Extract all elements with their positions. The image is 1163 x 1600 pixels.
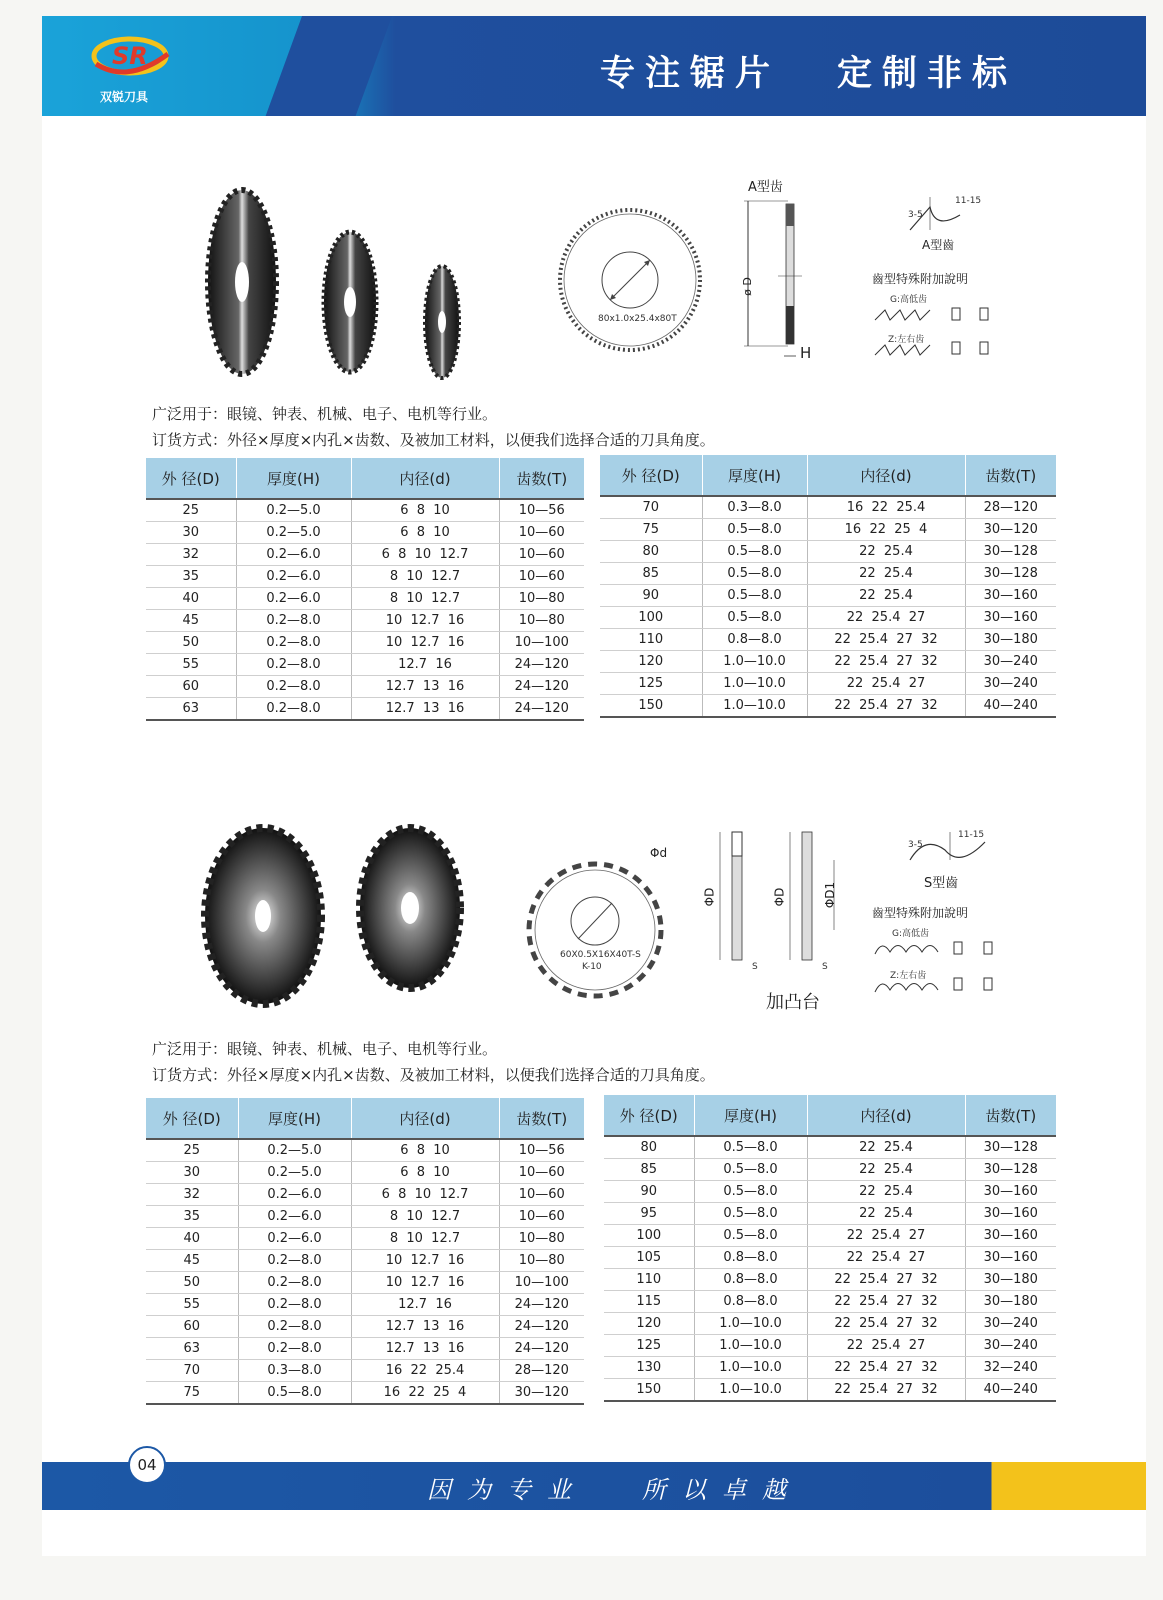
table-cell: 75 [600, 519, 702, 541]
table-cell: 10 12.7 16 [351, 1250, 499, 1272]
table-cell: 90 [604, 1181, 694, 1203]
table-cell: 0.2—5.0 [238, 1139, 351, 1162]
column-header: 厚度(H) [238, 1098, 351, 1139]
table-cell: 1.0—10.0 [694, 1379, 807, 1402]
dim-phi-d-label: Φd [650, 846, 668, 860]
table-cell: 30—128 [965, 563, 1056, 585]
g-label-a: G:高低齿 [890, 295, 928, 305]
table-cell: 32 [146, 544, 236, 566]
table-cell: 10 12.7 16 [351, 610, 499, 632]
order-text-2: 订货方式：外径×厚度×内孔×齿数、及被加工材料，以便我们选择合适的刀具角度。 [152, 1066, 715, 1084]
table-row [604, 1335, 1056, 1357]
table-cell: 0.5—8.0 [702, 541, 807, 563]
table-row [146, 1139, 584, 1162]
tooth-variants-s-icon [870, 934, 1010, 1000]
angle-a-label: 3-5 [908, 210, 923, 220]
dim-s-label-2: S [822, 962, 828, 972]
table-cell: 12.7 13 16 [351, 1338, 499, 1360]
table-cell: 22 25.4 27 32 [807, 1269, 965, 1291]
table-cell: 0.2—8.0 [238, 1294, 351, 1316]
table-cell: 35 [146, 1206, 238, 1228]
table-cell: 70 [600, 496, 702, 519]
column-header: 外 径(D) [600, 455, 702, 496]
angle-b-label: 11-15 [955, 196, 982, 206]
page-number: 04 [128, 1446, 166, 1484]
table-cell: 30—160 [965, 585, 1056, 607]
table-cell: 24—120 [499, 1294, 584, 1316]
table-row [604, 1247, 1056, 1269]
table-row [146, 499, 584, 522]
table-row [600, 695, 1056, 718]
order-text-1: 订货方式：外径×厚度×内孔×齿数、及被加工材料，以便我们选择合适的刀具角度。 [152, 431, 715, 449]
table-cell: 22 25.4 27 [807, 1225, 965, 1247]
tooth-note-s: 齒型特殊附加說明 [872, 906, 969, 920]
tooth-type-a: A型齒 [922, 238, 955, 252]
column-header: 齿数(T) [965, 1095, 1056, 1136]
table-cell: 22 25.4 27 [807, 1335, 965, 1357]
table-cell: 30—180 [965, 1291, 1056, 1313]
saw-blade-medium-icon [324, 232, 376, 372]
table-cell: 0.8—8.0 [694, 1291, 807, 1313]
angle-b-label-s: 11-15 [958, 830, 985, 840]
table-cell: 10—56 [499, 499, 584, 522]
table-cell: 0.2—5.0 [236, 499, 351, 522]
table-cell: 30—160 [965, 607, 1056, 629]
table-row [146, 1228, 584, 1250]
table-cell: 60 [146, 1316, 238, 1338]
table-cell: 70 [146, 1360, 238, 1382]
column-header: 外 径(D) [604, 1095, 694, 1136]
table-cell: 22 25.4 27 32 [807, 1313, 965, 1335]
table-cell: 50 [146, 632, 236, 654]
table-row [600, 607, 1056, 629]
table-cell: 10—60 [499, 566, 584, 588]
spec-table-1-left [146, 458, 584, 721]
table-cell: 30—120 [499, 1382, 584, 1405]
table-cell: 0.2—8.0 [236, 654, 351, 676]
table-cell: 120 [600, 651, 702, 673]
column-header: 外 径(D) [146, 458, 236, 499]
table-cell: 80 [604, 1136, 694, 1159]
dim-phi-D-label-2: ΦD [772, 887, 787, 907]
spec-table-2-right [604, 1095, 1056, 1402]
table-cell: 16 22 25.4 [807, 496, 965, 519]
table-cell: 0.5—8.0 [238, 1382, 351, 1405]
logo-letters: SR [112, 42, 148, 70]
table-cell: 6 8 10 [351, 499, 499, 522]
table-row [604, 1203, 1056, 1225]
tooth-variants-a-icon [870, 300, 1010, 362]
table-row [604, 1379, 1056, 1402]
table-cell: 6 8 10 [351, 522, 499, 544]
table-cell: 22 25.4 [807, 1181, 965, 1203]
table-cell: 40 [146, 1228, 238, 1250]
table-cell: 75 [146, 1382, 238, 1405]
angle-a-label-s: 3-5 [908, 840, 923, 850]
table-cell: 110 [604, 1269, 694, 1291]
table-cell: 0.2—6.0 [238, 1206, 351, 1228]
table-cell: 32 [146, 1184, 238, 1206]
table-row [600, 519, 1056, 541]
table-cell: 150 [600, 695, 702, 718]
table-cell: 0.2—6.0 [236, 544, 351, 566]
table-cell: 16 22 25 4 [351, 1382, 499, 1405]
table-cell: 12.7 13 16 [351, 698, 499, 721]
table-cell: 30 [146, 1162, 238, 1184]
table-cell: 0.5—8.0 [694, 1225, 807, 1247]
table-cell: 12.7 16 [351, 654, 499, 676]
table-cell: 12.7 13 16 [351, 1316, 499, 1338]
table-row [146, 566, 584, 588]
table-cell: 22 25.4 27 [807, 607, 965, 629]
table-cell: 0.2—8.0 [238, 1250, 351, 1272]
table-cell: 1.0—10.0 [694, 1357, 807, 1379]
table-cell: 95 [604, 1203, 694, 1225]
table-cell: 30—160 [965, 1247, 1056, 1269]
table-cell: 10—60 [499, 522, 584, 544]
table-cell: 22 25.4 27 32 [807, 651, 965, 673]
dim-h-label: H [800, 344, 812, 362]
table-row [146, 632, 584, 654]
column-header: 齿数(T) [965, 455, 1056, 496]
table-cell: 10—80 [499, 588, 584, 610]
table-row [146, 1360, 584, 1382]
table-row [146, 1162, 584, 1184]
table-cell: 0.5—8.0 [702, 585, 807, 607]
table-row [146, 610, 584, 632]
table-cell: 22 25.4 27 32 [807, 629, 965, 651]
table-cell: 22 25.4 [807, 541, 965, 563]
table-cell: 150 [604, 1379, 694, 1402]
saw-blade-s1-icon [205, 828, 321, 1004]
table-cell: 0.2—5.0 [238, 1162, 351, 1184]
table-cell: 105 [604, 1247, 694, 1269]
table-cell: 55 [146, 1294, 238, 1316]
table-cell: 0.2—8.0 [238, 1338, 351, 1360]
column-header: 厚度(H) [694, 1095, 807, 1136]
table-row [146, 544, 584, 566]
table-cell: 0.2—6.0 [238, 1228, 351, 1250]
table-cell: 22 25.4 [807, 1159, 965, 1181]
table-row [146, 1294, 584, 1316]
table-cell: 22 25.4 27 32 [807, 695, 965, 718]
table-cell: 115 [604, 1291, 694, 1313]
header-diagonal [258, 16, 395, 116]
table-cell: 125 [604, 1335, 694, 1357]
table-cell: 63 [146, 1338, 238, 1360]
table-cell: 0.2—8.0 [236, 632, 351, 654]
spec-table-1-right [600, 455, 1056, 718]
blade-a-title: A型齿 [748, 180, 783, 195]
table-cell: 30—240 [965, 651, 1056, 673]
table-row [604, 1313, 1056, 1335]
footer-slogan-left: 因为专业 [427, 1476, 587, 1504]
table-cell: 22 25.4 27 32 [807, 1379, 965, 1402]
table-cell: 0.5—8.0 [702, 563, 807, 585]
table-cell: 30—160 [965, 1203, 1056, 1225]
table-cell: 32—240 [965, 1357, 1056, 1379]
table-cell: 16 22 25 4 [807, 519, 965, 541]
table-cell: 0.2—8.0 [238, 1272, 351, 1294]
table-cell: 100 [600, 607, 702, 629]
table-cell: 8 10 12.7 [351, 1228, 499, 1250]
table-cell: 25 [146, 499, 236, 522]
table-row [600, 496, 1056, 519]
table-cell: 22 25.4 [807, 563, 965, 585]
table-row [604, 1225, 1056, 1247]
page-footer [42, 1462, 1146, 1510]
usage-text-2: 广泛用于：眼镜、钟表、机械、电子、电机等行业。 [152, 1040, 498, 1058]
table-cell: 30—160 [965, 1225, 1056, 1247]
table-cell: 30—180 [965, 1269, 1056, 1291]
dim-phi-D1-label: ΦD1 [823, 881, 838, 909]
table-cell: 60 [146, 676, 236, 698]
table-cell: 30—128 [965, 541, 1056, 563]
table-cell: 28—120 [499, 1360, 584, 1382]
table-cell: 10—60 [499, 1184, 584, 1206]
table-cell: 85 [604, 1159, 694, 1181]
column-header: 内径(d) [351, 1098, 499, 1139]
table-cell: 22 25.4 [807, 1136, 965, 1159]
table-cell: 30—240 [965, 1335, 1056, 1357]
table-cell: 10—100 [499, 632, 584, 654]
table-cell: 0.5—8.0 [694, 1159, 807, 1181]
usage-text-1: 广泛用于：眼镜、钟表、机械、电子、电机等行业。 [152, 405, 498, 423]
table-row [600, 585, 1056, 607]
table-cell: 28—120 [965, 496, 1056, 519]
table-cell: 8 10 12.7 [351, 1206, 499, 1228]
table-cell: 45 [146, 610, 236, 632]
table-cell: 0.5—8.0 [694, 1203, 807, 1225]
table-cell: 0.3—8.0 [238, 1360, 351, 1382]
table-cell: 10—60 [499, 544, 584, 566]
table-cell: 0.5—8.0 [702, 607, 807, 629]
table-cell: 6 8 10 [351, 1162, 499, 1184]
spec-table-2-left [146, 1098, 584, 1405]
z-label-s: Z:左右齿 [890, 971, 927, 981]
table-row [146, 522, 584, 544]
table-cell: 6 8 10 [351, 1139, 499, 1162]
table-cell: 24—120 [499, 1316, 584, 1338]
tooth-note-a: 齒型特殊附加說明 [872, 272, 969, 286]
table-row [146, 1382, 584, 1405]
blade-s-label: 60X0.5X16X40T-S [560, 950, 641, 960]
table-row [146, 1250, 584, 1272]
table-cell: 0.5—8.0 [694, 1181, 807, 1203]
table-cell: 12.7 16 [351, 1294, 499, 1316]
blade-a-front-view [550, 200, 710, 360]
table-cell: 40—240 [965, 695, 1056, 718]
table-cell: 30—128 [965, 1136, 1056, 1159]
table-cell: 10 12.7 16 [351, 632, 499, 654]
blade-a-label: 80x1.0x25.4x80T [598, 314, 677, 324]
table-cell: 40 [146, 588, 236, 610]
table-cell: 6 8 10 12.7 [351, 1184, 499, 1206]
g-label-s: G:高低齿 [892, 929, 930, 939]
saw-blade-s2-icon [360, 828, 460, 988]
table-row [600, 651, 1056, 673]
table-cell: 80 [600, 541, 702, 563]
table-cell: 1.0—10.0 [694, 1313, 807, 1335]
table-cell: 0.8—8.0 [694, 1269, 807, 1291]
table-cell: 30—240 [965, 673, 1056, 695]
table-cell: 10—60 [499, 1162, 584, 1184]
column-header: 外 径(D) [146, 1098, 238, 1139]
table-cell: 24—120 [499, 698, 584, 721]
table-cell: 25 [146, 1139, 238, 1162]
table-cell: 0.5—8.0 [702, 519, 807, 541]
table-cell: 100 [604, 1225, 694, 1247]
table-cell: 1.0—10.0 [702, 651, 807, 673]
table-cell: 22 25.4 [807, 585, 965, 607]
dim-s-label: S [752, 962, 758, 972]
table-cell: 130 [604, 1357, 694, 1379]
table-cell: 6 8 10 12.7 [351, 544, 499, 566]
table-row [604, 1181, 1056, 1203]
column-header: 齿数(T) [499, 1098, 584, 1139]
table-cell: 10—56 [499, 1139, 584, 1162]
table-cell: 110 [600, 629, 702, 651]
table-cell: 0.2—6.0 [236, 566, 351, 588]
table-cell: 22 25.4 27 32 [807, 1291, 965, 1313]
column-header: 内径(d) [807, 1095, 965, 1136]
saw-blade-photos-a [190, 180, 490, 390]
table-row [600, 563, 1056, 585]
table-cell: 0.2—8.0 [236, 676, 351, 698]
column-header: 厚度(H) [702, 455, 807, 496]
table-row [600, 673, 1056, 695]
z-label-a: Z:左右齿 [888, 335, 925, 345]
header-slogan-left: 专注锯片 [600, 54, 781, 94]
table-cell: 1.0—10.0 [702, 695, 807, 718]
table-cell: 63 [146, 698, 236, 721]
table-cell: 10 12.7 16 [351, 1272, 499, 1294]
table-cell: 22 25.4 27 [807, 1247, 965, 1269]
table-cell: 0.2—8.0 [238, 1316, 351, 1338]
table-row [146, 654, 584, 676]
table-row [604, 1291, 1056, 1313]
saw-blade-photos-s [195, 822, 495, 1012]
tooth-type-s: S型齒 [924, 876, 959, 891]
table-row [146, 676, 584, 698]
table-cell: 22 25.4 27 [807, 673, 965, 695]
table-cell: 40—240 [965, 1379, 1056, 1402]
table-cell: 0.3—8.0 [702, 496, 807, 519]
table-cell: 1.0—10.0 [702, 673, 807, 695]
table-row [146, 1206, 584, 1228]
brand-logo [88, 26, 178, 86]
table-row [146, 1272, 584, 1294]
dim-d-label: ø D [740, 277, 754, 296]
table-cell: 10—80 [499, 1228, 584, 1250]
table-cell: 24—120 [499, 654, 584, 676]
table-cell: 12.7 13 16 [351, 676, 499, 698]
table-cell: 1.0—10.0 [694, 1335, 807, 1357]
table-cell: 10—100 [499, 1272, 584, 1294]
table-cell: 30—240 [965, 1313, 1056, 1335]
table-row [604, 1269, 1056, 1291]
table-cell: 0.2—5.0 [236, 522, 351, 544]
table-row [146, 698, 584, 721]
table-cell: 50 [146, 1272, 238, 1294]
dim-phi-D-label: ΦD [702, 887, 717, 907]
table-row [604, 1357, 1056, 1379]
table-cell: 120 [604, 1313, 694, 1335]
table-cell: 30—128 [965, 1159, 1056, 1181]
table-cell: 30—180 [965, 629, 1056, 651]
table-cell: 10—60 [499, 1206, 584, 1228]
table-cell: 55 [146, 654, 236, 676]
table-cell: 0.2—8.0 [236, 698, 351, 721]
table-cell: 0.2—6.0 [238, 1184, 351, 1206]
saw-blade-small-icon [425, 266, 459, 378]
column-header: 齿数(T) [499, 458, 584, 499]
table-cell: 0.5—8.0 [694, 1136, 807, 1159]
table-cell: 10—80 [499, 610, 584, 632]
blade-s-front-view [520, 855, 670, 1005]
table-cell: 8 10 12.7 [351, 566, 499, 588]
blade-s-sublabel: K-10 [582, 962, 602, 972]
table-cell: 0.2—8.0 [236, 610, 351, 632]
table-cell: 90 [600, 585, 702, 607]
header-slogan-right: 定制非标 [837, 54, 1018, 94]
table-row [604, 1159, 1056, 1181]
saw-blade-large-icon [208, 190, 276, 374]
table-row [146, 1316, 584, 1338]
table-cell: 45 [146, 1250, 238, 1272]
table-cell: 22 25.4 [807, 1203, 965, 1225]
table-cell: 8 10 12.7 [351, 588, 499, 610]
column-header: 内径(d) [807, 455, 965, 496]
table-cell: 24—120 [499, 1338, 584, 1360]
table-cell: 10—80 [499, 1250, 584, 1272]
brand-name: 双锐刀具 [100, 90, 149, 104]
table-cell: 30 [146, 522, 236, 544]
table-cell: 0.2—6.0 [236, 588, 351, 610]
table-row [146, 1338, 584, 1360]
table-cell: 16 22 25.4 [351, 1360, 499, 1382]
table-cell: 125 [600, 673, 702, 695]
table-row [604, 1136, 1056, 1159]
table-cell: 24—120 [499, 676, 584, 698]
table-cell: 0.8—8.0 [694, 1247, 807, 1269]
table-cell: 30—120 [965, 519, 1056, 541]
boss-label: 加凸台 [766, 992, 820, 1013]
column-header: 厚度(H) [236, 458, 351, 499]
page-header [42, 16, 1146, 116]
table-row [600, 541, 1056, 563]
table-cell: 35 [146, 566, 236, 588]
table-cell: 0.8—8.0 [702, 629, 807, 651]
column-header: 内径(d) [351, 458, 499, 499]
table-row [146, 588, 584, 610]
table-row [146, 1184, 584, 1206]
table-cell: 22 25.4 27 32 [807, 1357, 965, 1379]
footer-slogan-right: 所以卓越 [642, 1476, 802, 1504]
table-cell: 85 [600, 563, 702, 585]
table-cell: 30—160 [965, 1181, 1056, 1203]
table-row [600, 629, 1056, 651]
